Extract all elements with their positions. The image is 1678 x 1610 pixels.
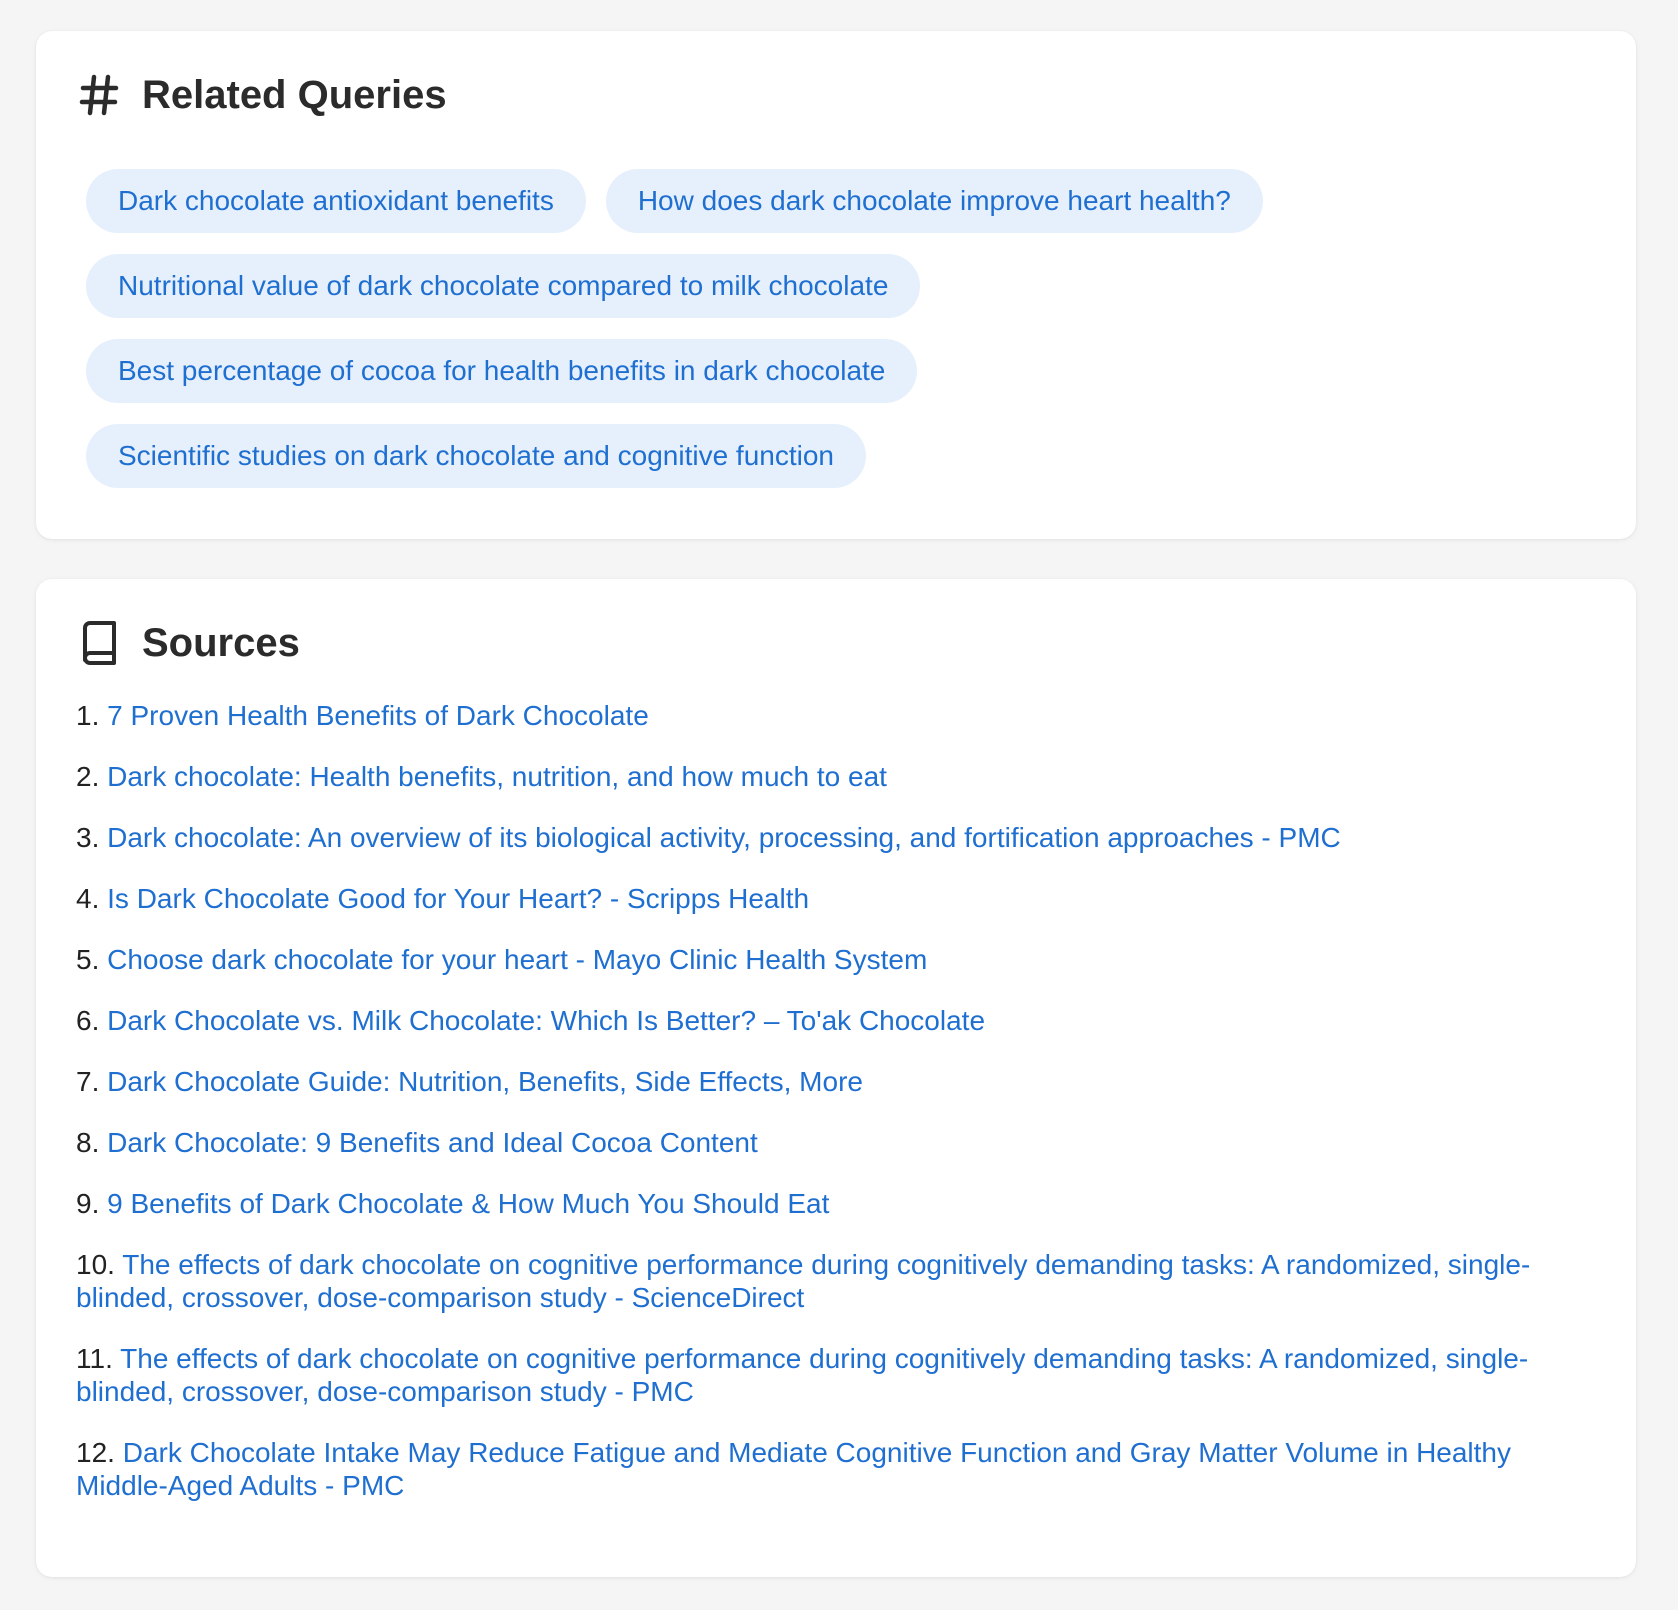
source-number: 9.: [76, 1188, 100, 1219]
chip-row: [86, 339, 1586, 403]
related-query-chip[interactable]: Dark chocolate antioxidant benefits: [86, 169, 586, 233]
source-item: [76, 821, 1596, 854]
source-link[interactable]: Dark Chocolate Intake May Reduce Fatigue and Mediate Cognitive Function and Gray Matter Volume in Healthy Middle-Aged Adults - PMC: [76, 1437, 1512, 1501]
related-queries-chips: [86, 169, 1586, 509]
source-number: 1.: [76, 700, 100, 731]
source-number: 8.: [76, 1127, 100, 1158]
source-link[interactable]: 9 Benefits of Dark Chocolate & How Much You Should Eat: [107, 1188, 830, 1219]
source-number: 12.: [76, 1437, 115, 1468]
source-number: 11.: [76, 1343, 113, 1374]
source-number: 10.: [76, 1249, 115, 1280]
chip-row: [86, 254, 1586, 318]
sources-header: [78, 619, 300, 667]
source-link[interactable]: The effects of dark chocolate on cognitive performance during cognitively demanding tasks: A randomized, single-blinded, crossover, dose-comparison study - PMC: [76, 1343, 1529, 1407]
source-number: 3.: [76, 822, 100, 853]
book-icon: [78, 619, 120, 667]
source-number: 7.: [76, 1066, 100, 1097]
related-query-chip[interactable]: Nutritional value of dark chocolate compared to milk chocolate: [86, 254, 920, 318]
related-queries-header: [78, 71, 447, 119]
source-item: [76, 699, 1596, 732]
source-link[interactable]: 7 Proven Health Benefits of Dark Chocolate: [107, 700, 649, 731]
related-query-chip[interactable]: Best percentage of cocoa for health benefits in dark chocolate: [86, 339, 917, 403]
source-link[interactable]: Is Dark Chocolate Good for Your Heart? - Scripps Health: [107, 883, 810, 914]
source-number: 4.: [76, 883, 100, 914]
sources-list: [76, 699, 1596, 1530]
sources-card: [36, 579, 1636, 1577]
source-link[interactable]: Dark chocolate: An overview of its biological activity, processing, and fortification approaches - PMC: [107, 822, 1341, 853]
source-item: [76, 1065, 1596, 1098]
source-link[interactable]: Choose dark chocolate for your heart - Mayo Clinic Health System: [107, 944, 928, 975]
source-item: [76, 1248, 1596, 1314]
source-item: [76, 1126, 1596, 1159]
source-item: [76, 882, 1596, 915]
source-link[interactable]: The effects of dark chocolate on cognitive performance during cognitively demanding tasks: A randomized, single-blinded, crossover, dose-comparison study - ScienceDirect: [76, 1249, 1531, 1313]
source-item: [76, 1187, 1596, 1220]
chip-row: [86, 424, 1586, 488]
source-number: 5.: [76, 944, 100, 975]
sources-title: Sources: [142, 620, 300, 665]
source-link[interactable]: Dark Chocolate vs. Milk Chocolate: Which Is Better? – To'ak Chocolate: [107, 1005, 986, 1036]
chip-row: [86, 169, 1586, 233]
related-queries-title: Related Queries: [142, 72, 447, 117]
related-query-chip[interactable]: Scientific studies on dark chocolate and cognitive function: [86, 424, 866, 488]
source-item: [76, 760, 1596, 793]
source-number: 2.: [76, 761, 100, 792]
source-item: [76, 1342, 1596, 1408]
source-item: [76, 1004, 1596, 1037]
related-queries-card: [36, 31, 1636, 539]
related-query-chip[interactable]: How does dark chocolate improve heart health?: [606, 169, 1263, 233]
source-link[interactable]: Dark Chocolate Guide: Nutrition, Benefits, Side Effects, More: [107, 1066, 863, 1097]
hash-icon: [78, 71, 120, 119]
source-link[interactable]: Dark chocolate: Health benefits, nutrition, and how much to eat: [107, 761, 887, 792]
source-item: [76, 1436, 1596, 1502]
source-number: 6.: [76, 1005, 100, 1036]
source-item: [76, 943, 1596, 976]
source-link[interactable]: Dark Chocolate: 9 Benefits and Ideal Cocoa Content: [107, 1127, 758, 1158]
